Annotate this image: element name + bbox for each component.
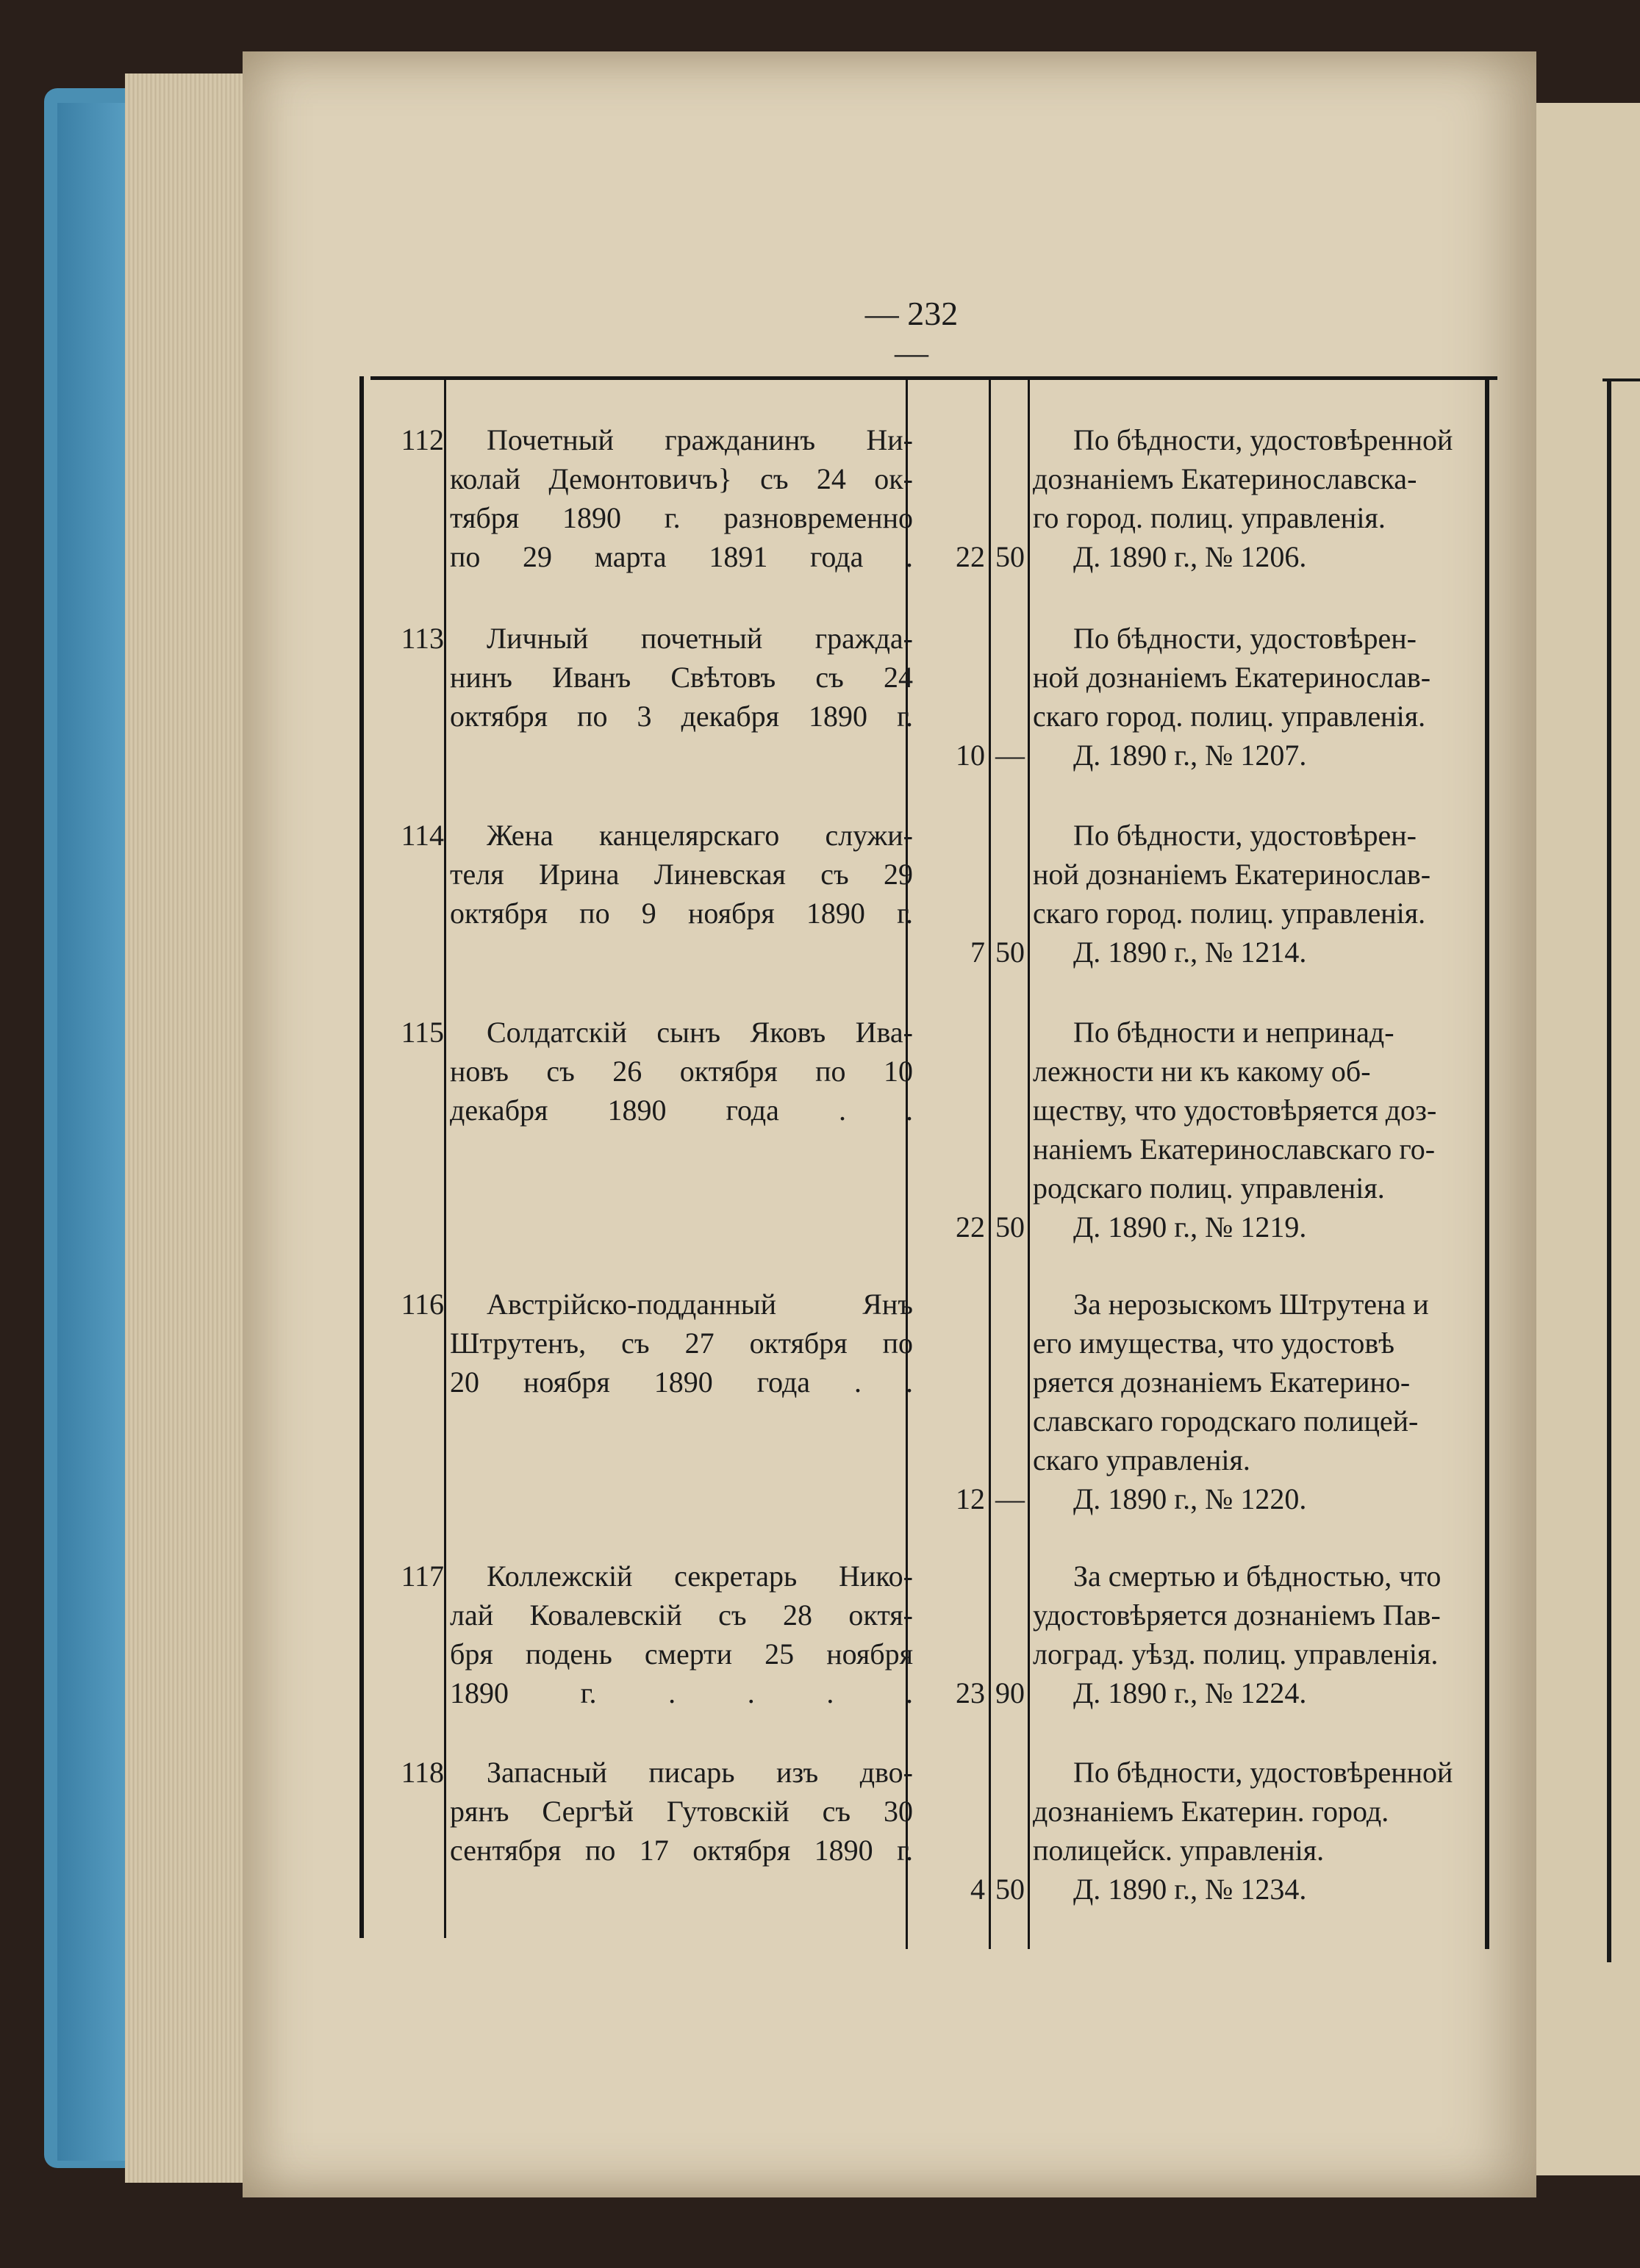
reason-line: славскаго городскаго полицей-	[1033, 1404, 1419, 1438]
description-line: по 29 марта 1891 года .	[450, 540, 913, 573]
entry-number: 117	[401, 1560, 444, 1593]
entry-number: 113	[401, 622, 444, 655]
amount-kopecks: —	[995, 1482, 1025, 1515]
description-line: Личный почетный гражда-	[487, 622, 913, 655]
reason-line: За смертью и бѣдностью, что	[1073, 1560, 1442, 1593]
description-line: Жена канцелярскаго служи-	[487, 819, 913, 852]
description-column-divider	[906, 376, 908, 1949]
reason-line: По бѣдности и непринад-	[1073, 1016, 1394, 1049]
description-line: Запасный писарь изъ дво-	[487, 1756, 913, 1789]
description-line: 20 ноября 1890 года . .	[450, 1366, 913, 1399]
reason-line: По бѣдности, удостовѣренной	[1073, 1756, 1453, 1789]
rubles-column-divider	[989, 376, 991, 1949]
amount-rubles: 23	[956, 1676, 985, 1709]
entry-description	[450, 1753, 913, 1870]
amount-kopecks: —	[995, 739, 1025, 772]
description-line: Солдатскій сынъ Яковъ Ива-	[487, 1016, 913, 1049]
amount-kopecks: 90	[995, 1676, 1025, 1709]
amount-rubles: 7	[970, 936, 985, 969]
reason-line: го город. полиц. управленія.	[1033, 501, 1386, 534]
reason-line: За нерозыскомъ Штрутена и	[1073, 1288, 1429, 1321]
reason-line: наніемъ Екатеринославскаго го-	[1033, 1133, 1436, 1166]
reason-line: Д. 1890 г., № 1206.	[1073, 540, 1307, 573]
reason-line: ной дознаніемъ Екатеринослав-	[1033, 661, 1431, 694]
reason-line: Д. 1890 г., № 1220.	[1073, 1482, 1307, 1515]
amount-kopecks: 50	[995, 540, 1025, 573]
reason-line: скаго город. полиц. управленія.	[1033, 700, 1426, 733]
kopecks-column-divider	[1028, 376, 1030, 1949]
description-line: рянъ Сергѣй Гутовскій съ 30	[450, 1795, 913, 1828]
reason-line: скаго управленія.	[1033, 1443, 1250, 1476]
reason-line: лоград. уѣзд. полиц. управленія.	[1033, 1637, 1439, 1671]
number-column-divider	[444, 376, 446, 1938]
description-line: декабря 1890 года . .	[450, 1094, 913, 1127]
entry-reason	[1033, 420, 1485, 576]
reason-line: Д. 1890 г., № 1214.	[1073, 936, 1307, 969]
reason-line: родскаго полиц. управленія.	[1033, 1171, 1385, 1205]
entry-number: 118	[401, 1756, 444, 1789]
reason-line: ществу, что удостовѣряется доз-	[1033, 1094, 1437, 1127]
entry-description	[450, 1285, 913, 1402]
table-top-rule	[370, 376, 1497, 380]
description-line: Почетный гражданинъ Ни-	[487, 423, 913, 456]
entry-reason	[1033, 1285, 1485, 1518]
description-line: Штрутенъ, съ 27 октября по	[450, 1327, 913, 1360]
description-line: октября по 3 декабря 1890 г.	[450, 700, 913, 733]
entry-reason	[1033, 619, 1485, 775]
reason-line: По бѣдности, удостовѣрен-	[1073, 622, 1417, 655]
reason-line: По бѣдности, удостовѣренной	[1073, 423, 1453, 456]
description-line: тября 1890 г. разновременно	[450, 501, 913, 534]
description-line: бря подень смерти 25 ноября	[450, 1637, 913, 1671]
entry-number: 112	[401, 423, 444, 456]
description-line: колай Демонтовичъ} съ 24 ок-	[450, 462, 913, 495]
reason-line: ряется дознаніемъ Екатерино-	[1033, 1366, 1411, 1399]
entry-description	[450, 816, 913, 933]
description-line: октября по 9 ноября 1890 г.	[450, 897, 913, 930]
entry-description	[450, 1013, 913, 1130]
reason-line: удостовѣряется дознаніемъ Пав-	[1033, 1598, 1441, 1632]
amount-rubles: 22	[956, 1210, 985, 1244]
entry-description	[450, 420, 913, 576]
entry-reason	[1033, 1753, 1485, 1909]
reason-line: скаго город. полиц. управленія.	[1033, 897, 1426, 930]
reason-line: Д. 1890 г., № 1234.	[1073, 1873, 1307, 1906]
entry-number: 115	[401, 1016, 444, 1049]
table-right-border	[1485, 376, 1489, 1949]
table-left-border	[359, 376, 364, 1938]
description-line: Коллежскій секретарь Нико-	[487, 1560, 913, 1593]
entry-reason	[1033, 1557, 1485, 1712]
amount-rubles: 22	[956, 540, 985, 573]
entry-reason	[1033, 1013, 1485, 1246]
entry-reason	[1033, 816, 1485, 972]
reason-line: Д. 1890 г., № 1224.	[1073, 1676, 1307, 1709]
reason-line: лежности ни къ какому об-	[1033, 1055, 1371, 1088]
reason-line: По бѣдности, удостовѣрен-	[1073, 819, 1417, 852]
entry-number: 116	[401, 1288, 444, 1321]
description-line: лай Ковалевскій съ 28 октя-	[450, 1598, 913, 1632]
facing-page	[1536, 103, 1640, 2175]
reason-line: Д. 1890 г., № 1219.	[1073, 1210, 1307, 1244]
description-line: 1890 г. . . . .	[450, 1676, 913, 1709]
entry-number: 114	[401, 819, 444, 852]
reason-line: дознаніемъ Екатеринославска-	[1033, 462, 1417, 495]
reason-line: полицейск. управленія.	[1033, 1834, 1325, 1867]
facing-page-border	[1607, 378, 1611, 1962]
page-number: — 232 —	[864, 295, 959, 371]
description-line: Австрійско-подданный Янъ	[487, 1288, 913, 1321]
description-line: сентября по 17 октября 1890 г.	[450, 1834, 913, 1867]
entry-description	[450, 1557, 913, 1712]
reason-line: дознаніемъ Екатерин. город.	[1033, 1795, 1389, 1828]
amount-rubles: 10	[956, 739, 985, 772]
amount-kopecks: 50	[995, 936, 1025, 969]
entry-description	[450, 619, 913, 736]
description-line: нинъ Иванъ Свѣтовъ съ 24	[450, 661, 913, 694]
amount-rubles: 12	[956, 1482, 985, 1515]
amount-kopecks: 50	[995, 1873, 1025, 1906]
reason-line: ной дознаніемъ Екатеринослав-	[1033, 858, 1431, 891]
description-line: новъ съ 26 октября по 10	[450, 1055, 913, 1088]
amount-kopecks: 50	[995, 1210, 1025, 1244]
reason-line: Д. 1890 г., № 1207.	[1073, 739, 1307, 772]
reason-line: его имущества, что удостовѣ	[1033, 1327, 1394, 1360]
description-line: теля Ирина Линевская съ 29	[450, 858, 913, 891]
amount-rubles: 4	[970, 1873, 985, 1906]
